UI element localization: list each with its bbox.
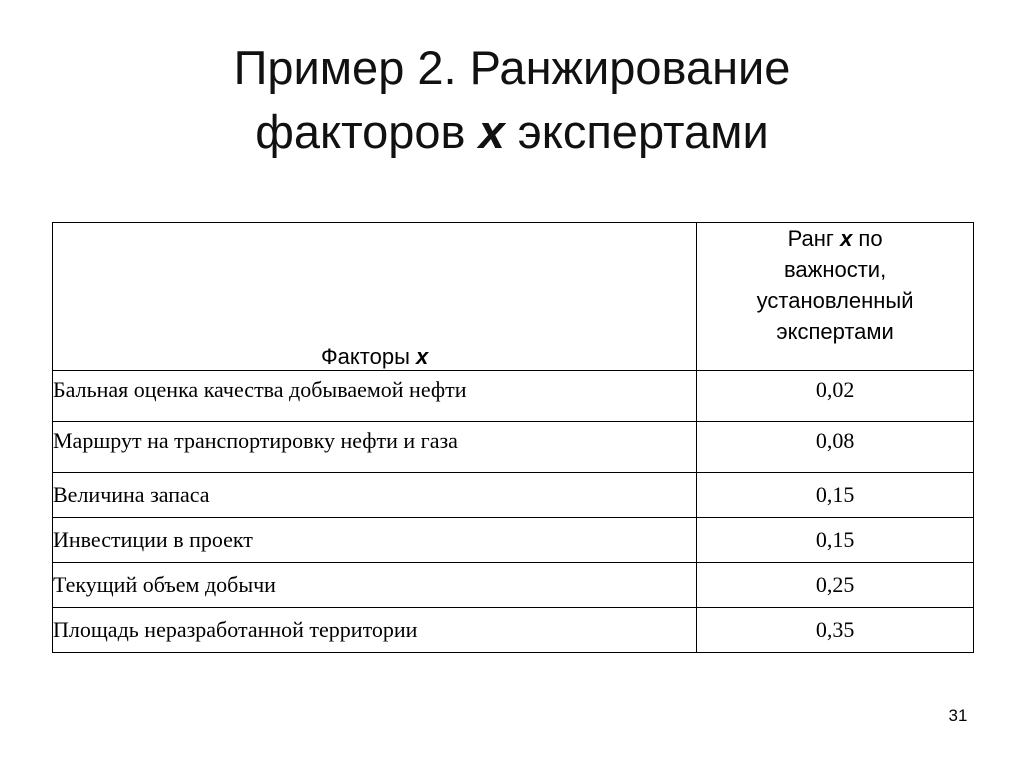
title-line-2 [0,100,1024,164]
rank-header-suffix: по [852,226,883,251]
table-row [53,422,974,473]
rank-header-prefix: Ранг [787,226,841,251]
rank-cell: 0,25 [697,563,974,608]
rank-cell: 0,35 [697,608,974,653]
table-row [53,473,974,518]
rank-header-variable: x [840,226,853,251]
table-row [53,518,974,563]
factor-cell: Бальная оценка качества добываемой нефти [53,371,697,422]
rank-cell: 0,15 [697,473,974,518]
factor-cell: Площадь неразработанной территории [53,608,697,653]
table-header-row [53,223,974,371]
rank-cell: 0,08 [697,422,974,473]
factor-cell: Величина запаса [53,473,697,518]
table-row [53,563,974,608]
rank-header-line-3: установленный [756,288,914,313]
table-row [53,371,974,422]
factors-header-variable: x [416,344,429,369]
factor-cell: Текущий объем добычи [53,563,697,608]
factors-ranking-table [52,222,974,653]
table-row [53,608,974,653]
rank-header-line-1 [697,223,973,254]
title-line-2-prefix: факторов [255,105,479,158]
factor-cell: Инвестиции в проект [53,518,697,563]
page-number: 31 [948,706,968,725]
rank-header-line-4: экспертами [776,319,894,344]
factors-column-header [53,223,697,371]
slide-title [0,36,1024,164]
title-variable: x [478,105,505,158]
rank-column-header [697,223,974,371]
title-line-1: Пример 2. Ранжирование [233,41,791,94]
rank-cell: 0,02 [697,371,974,422]
rank-cell: 0,15 [697,518,974,563]
rank-header-line-2: важности, [783,257,887,282]
factors-header-label: Факторы [320,344,416,369]
factor-cell: Маршрут на транспортировку нефти и газа [53,422,697,473]
title-line-2-suffix: экспертами [504,105,769,158]
